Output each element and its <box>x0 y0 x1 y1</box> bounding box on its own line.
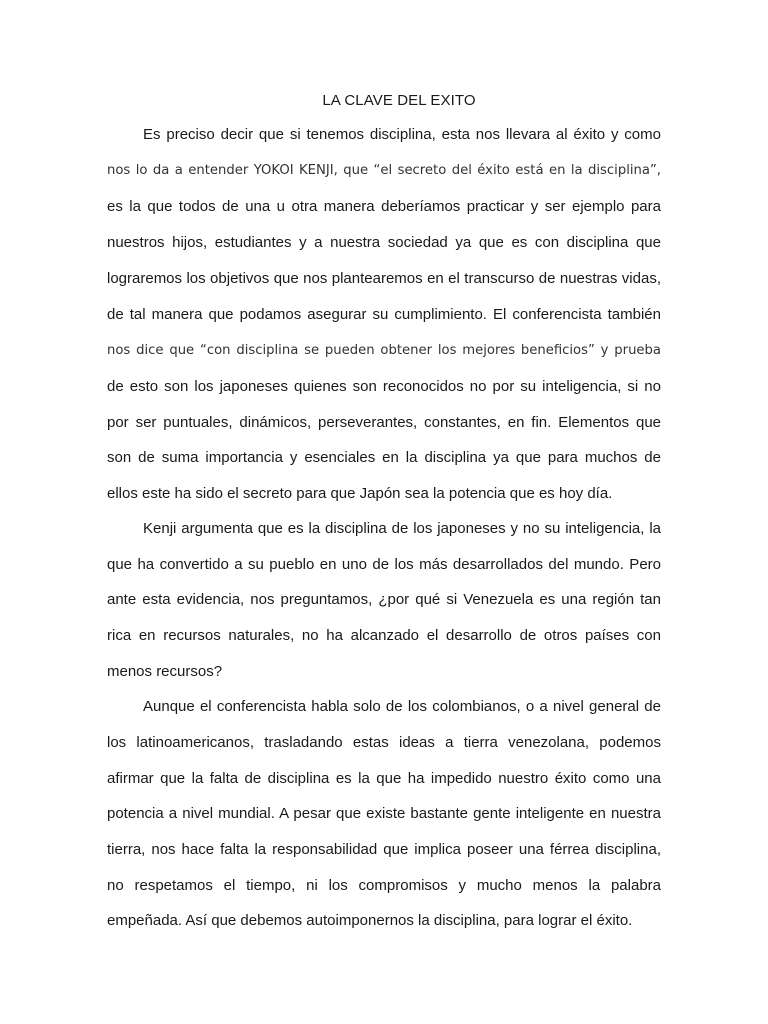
text-line: ante esta evidencia, nos preguntamos, ¿por qué si Venezuela es una región tan <box>107 591 661 608</box>
text-line: potencia a nivel mundial. A pesar que existe bastante gente inteligente en nuestra <box>107 805 661 822</box>
text-line: por ser puntuales, dinámicos, perseverantes, constantes, en fin. Elementos que <box>107 414 661 431</box>
text-line: Aunque el conferencista habla solo de los colombianos, o a nivel general de <box>143 698 661 715</box>
text-line: de esto son los japoneses quienes son reconocidos no por su inteligencia, si no <box>107 378 661 395</box>
document-title: LA CLAVE DEL EXITO <box>322 92 476 109</box>
text-line: nos lo da a entender YOKOI KENJI, que “el secreto del éxito está en la disciplina”, <box>107 163 661 178</box>
text-line: menos recursos? <box>107 663 223 680</box>
text-line: rica en recursos naturales, no ha alcanzado el desarrollo de otros países con <box>107 627 661 644</box>
text-line: de tal manera que podamos asegurar su cumplimiento. El conferencista también <box>107 306 661 323</box>
text-line: es la que todos de una u otra manera deberíamos practicar y ser ejemplo para <box>107 198 661 215</box>
text-line: no respetamos el tiempo, ni los compromisos y mucho menos la palabra <box>107 877 661 894</box>
text-line: Kenji argumenta que es la disciplina de los japoneses y no su inteligencia, la <box>143 520 661 537</box>
text-line: nuestros hijos, estudiantes y a nuestra sociedad ya que es con disciplina que <box>107 234 661 251</box>
text-line: ellos este ha sido el secreto para que Japón sea la potencia que es hoy día. <box>107 485 613 502</box>
text-line: los latinoamericanos, trasladando estas ideas a tierra venezolana, podemos <box>107 734 661 751</box>
text-line: empeñada. Así que debemos autoimponernos la disciplina, para lograr el éxito. <box>107 912 633 929</box>
text-line: que ha convertido a su pueblo en uno de los más desarrollados del mundo. Pero <box>107 556 661 573</box>
text-line: lograremos los objetivos que nos plantearemos en el transcurso de nuestras vidas, <box>107 270 661 287</box>
text-line: son de suma importancia y esenciales en la disciplina ya que para muchos de <box>107 449 661 466</box>
text-line: tierra, nos hace falta la responsabilidad que implica poseer una férrea disciplina, <box>107 841 661 858</box>
text-line: Es preciso decir que si tenemos disciplina, esta nos llevara al éxito y como <box>143 126 661 143</box>
text-line: nos dice que “con disciplina se pueden obtener los mejores beneficios” y prueba <box>107 343 661 358</box>
text-line: afirmar que la falta de disciplina es la que ha impedido nuestro éxito como una <box>107 770 661 787</box>
